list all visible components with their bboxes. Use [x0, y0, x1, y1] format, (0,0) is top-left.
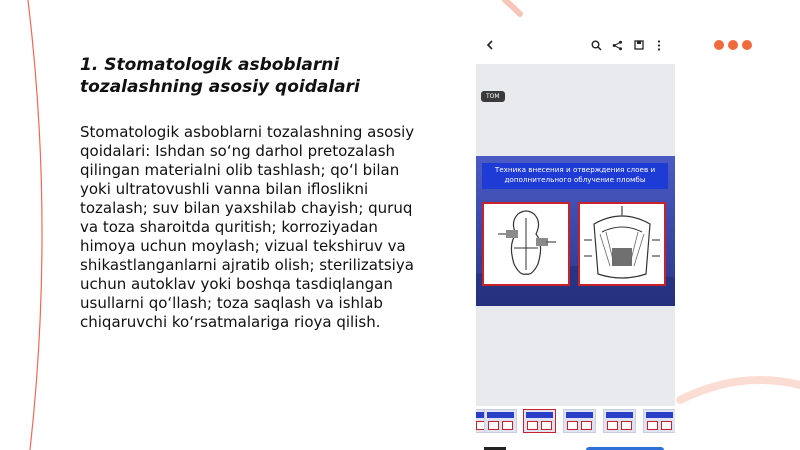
phone-screenshot: [476, 26, 675, 450]
more-vertical-icon[interactable]: [652, 37, 666, 53]
decorative-dot: [728, 40, 738, 50]
viewer-slide: [476, 156, 675, 306]
document-viewer[interactable]: [476, 64, 675, 406]
decorative-dot: [742, 40, 752, 50]
viewer-toolbar: [476, 26, 675, 64]
decorative-dot: [714, 40, 724, 50]
search-icon[interactable]: [588, 37, 604, 53]
slide-title: 1. Stomatologik asboblarni tozalashning asosiy qoidalari: [80, 55, 360, 97]
tooth-diagram-left: [482, 202, 570, 286]
decorative-dots: [714, 40, 752, 50]
document-tag: ТОМ: [481, 91, 505, 102]
page-thumbnail[interactable]: [603, 409, 636, 433]
thumbnail-strip: [476, 406, 675, 438]
tooth-diagram-right: [578, 202, 666, 286]
share-icon[interactable]: [609, 37, 625, 53]
page-thumbnail-active[interactable]: [523, 409, 556, 433]
back-arrow-icon[interactable]: [482, 37, 498, 53]
phone-bottom-bar: [476, 438, 675, 450]
save-icon[interactable]: [631, 37, 647, 53]
page-thumbnail[interactable]: [563, 409, 596, 433]
page-thumbnail[interactable]: [643, 409, 675, 433]
page-thumbnail[interactable]: [484, 409, 517, 433]
slide-body-text: Stomatologik asboblarni tozalashning asosiy qoidalari: Ishdan so‘ng darhol pretozalash qilingan materialni olib tashlash; qo‘l bilan yoki ultratovushli vanna bilan ifloslikni tozalash; suv bilan yaxshilab chayish; quruq va toza sharoitda quritish; korroziyadan himoya uchun moylash; vizual tekshiruv va shikastlanganlarni ajratib olish; sterilizatsiya uchun autoklav yoki boshqa tasdiqlangan usullarni qo‘llash; toza saqlash va ishlab chiqaruvchi ko‘rsatmalariga rioya qilish.: [80, 123, 415, 331]
viewer-slide-title: Техника внесения и отверждения слоев и дополнительного облучение пломбы: [482, 163, 668, 189]
